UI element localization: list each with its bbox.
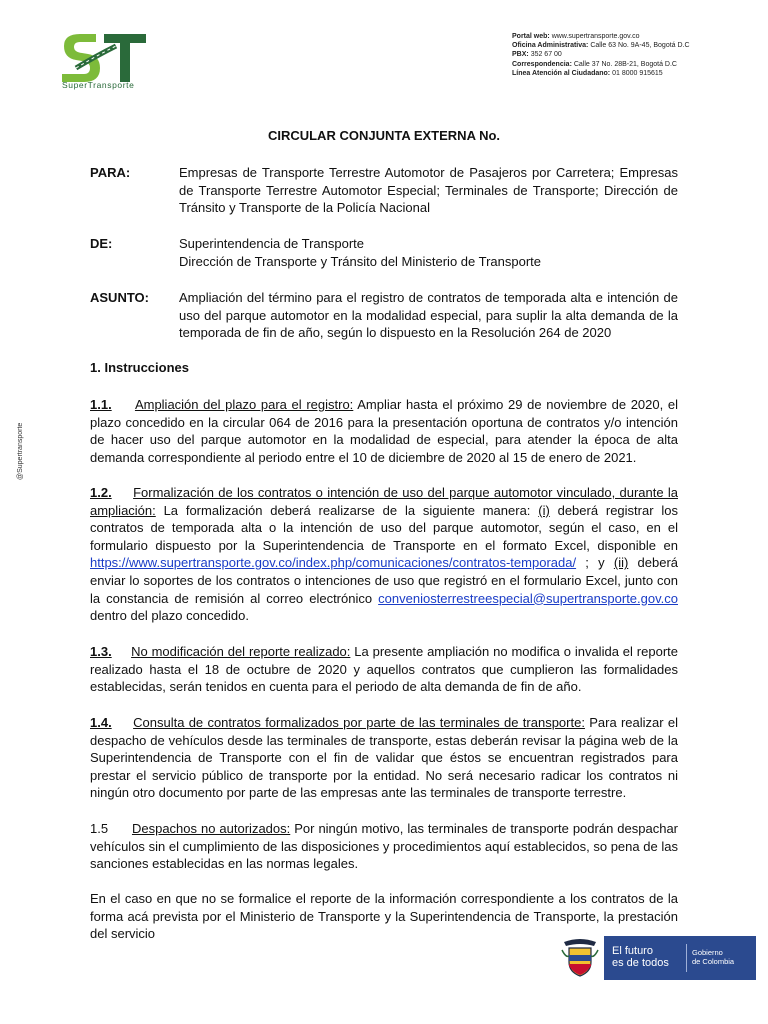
government-slogan: El futuro es de todos (612, 945, 669, 969)
asunto-text: Ampliación del término para el registro de contratos de temporada alta e intención de uso del parque automotor en la modalidad especial, para suplir la alta demanda de la temporada de fin de año, según lo dispuesto en la Resolución 264 de 2020 (179, 290, 678, 340)
closing-paragraph: En el caso en que no se formalice el reporte de la información correspondiente a los contratos de la forma acá prevista por el Ministerio de Transporte y la Superintendencia de Transporte, la prestación del servicio (90, 891, 678, 942)
contact-line: Oficina Administrativa: Calle 63 No. 9A-45, Bogotá D.C (512, 42, 690, 50)
item-number: 1.4. (90, 715, 112, 730)
item-text: Ampliar hasta el próximo 29 de noviembre de 2020, el plazo concedido en la circular 064 de 2016 para la presentación oportuna de contratos y/o intención de hacer uso del parque automotor en la modalidad de especial, para atender la época de alta demanda correspondiente al periodo entre el 10 de diciembre de 2020 al 15 de enero de 2021. (90, 397, 679, 465)
logo-text: SuperTransporte (62, 80, 135, 90)
item-heading: Ampliación del plazo para el registro: (134, 397, 354, 412)
para-row (90, 164, 678, 217)
item-text: Para realizar el despacho de vehículos desde las terminales de transporte, estas deberán revisar la página web de la Superintendencia de Transporte con el fin de validar que éstos se encuentran registrados para prestar el servicio público de transporte por la entidad. No será necesario radicar los contratos ni ningún otro documento por parte de las empresas ante las terminales de transporte terrestre. (90, 715, 679, 801)
email-link[interactable]: conveniosterrestreespecial@supertransporte.gov.co (378, 590, 678, 606)
item-1-2: 1.2. Formalización de los contratos o intención de uso del parque automotor vinculado, durante la ampliación: La formalización deberá realizarse de la siguiente manera: (i) deberá registrar los contratos de temporada alta o la intención de uso del parque automotor, según el caso, en el formulario dispuesto por la Superintendencia de Transporte en el formato Excel, disponible en https://www.supertransporte.gov.co/index.php/comunicaciones/contratos-temporada/ ; y (ii) deberá enviar lo soportes de los contratos o intenciones de uso que registró en el formulario Excel, junto con la constancia de remisión al correo electrónico conveniosterrestreespecial@supertransporte.gov.co dentro del plazo concedido. (90, 485, 678, 624)
banner-divider (686, 944, 687, 972)
item-number: 1.2. (90, 485, 112, 500)
item-1-4 (90, 714, 678, 802)
asunto-label: ASUNTO: (90, 290, 149, 305)
item-heading: Formalización de los contratos o intención de uso del parque automotor vinculado, durante la ampliación: (90, 485, 678, 518)
item-1-1 (90, 396, 678, 466)
section-title: 1. Instrucciones (90, 360, 189, 375)
side-social-handle: @Supertransporte (17, 422, 24, 480)
para-text: Empresas de Transporte Terrestre Automotor de Pasajeros por Carretera; Empresas de Transporte Terrestre Automotor Especial; Terminales de Transporte; Dirección de Tránsito y Transporte de la Policía Nacional (179, 165, 678, 215)
item-1-5 (90, 820, 678, 873)
para-label: PARA: (90, 165, 131, 180)
contact-line: Portal web: www.supertransporte.gov.co (512, 33, 640, 40)
portal-link[interactable]: www.supertransporte.gov.co (551, 33, 640, 40)
footer-logos (560, 936, 756, 982)
de-line: Dirección de Transporte y Tránsito del Ministerio de Transporte (179, 253, 542, 269)
government-banner (604, 936, 756, 980)
item-text: Por ningún motivo, las terminales de transporte podrán despachar vehículos sin el cumplimiento de las disposiciones y procedimientos aquí establecidos, so pena de las sanciones establecidas en las normas legales. (90, 821, 678, 872)
contact-line: Línea Atención al Ciudadano: 01 8000 915615 (512, 69, 663, 77)
contact-block (512, 32, 690, 78)
marker-ii: (ii) (613, 555, 629, 571)
contact-line: PBX: 352 67 00 (512, 51, 562, 59)
marker-i: (i) (538, 502, 550, 518)
item-heading: Consulta de contratos formalizados por parte de las terminales de transporte: (133, 715, 585, 730)
asunto-row (90, 289, 678, 342)
contact-line: Correspondencia: Calle 37 No. 28B-21, Bogotá D.C (512, 60, 677, 68)
item-heading: Despachos no autorizados: (131, 821, 291, 836)
colombia-coat-of-arms-icon (560, 936, 600, 980)
item-number: 1.1. (90, 397, 112, 412)
government-name: Gobierno de Colombia (692, 948, 735, 966)
item-1-3 (90, 643, 678, 696)
item-heading: No modificación del reporte realizado: (131, 644, 351, 659)
de-line: Superintendencia de Transporte (179, 236, 365, 251)
item-number: 1.5 (90, 821, 109, 836)
item-number: 1.3. (90, 644, 112, 659)
de-label: DE: (90, 236, 113, 251)
item-text: La presente ampliación no modifica o invalida el reporte realizado hasta el 18 de octubre de 2020 y aquellos contratos que cumplieron las formalidades establecidas, serán tenidos en cuenta para el periodo de alta demanda de fin de año. (90, 644, 678, 695)
de-row (90, 235, 678, 270)
de-text (179, 235, 678, 270)
document-title: CIRCULAR CONJUNTA EXTERNA No. (267, 128, 501, 143)
contracts-url-link[interactable]: https://www.supertransporte.gov.co/index.php/comunicaciones/contratos-temporada/ (90, 555, 577, 571)
